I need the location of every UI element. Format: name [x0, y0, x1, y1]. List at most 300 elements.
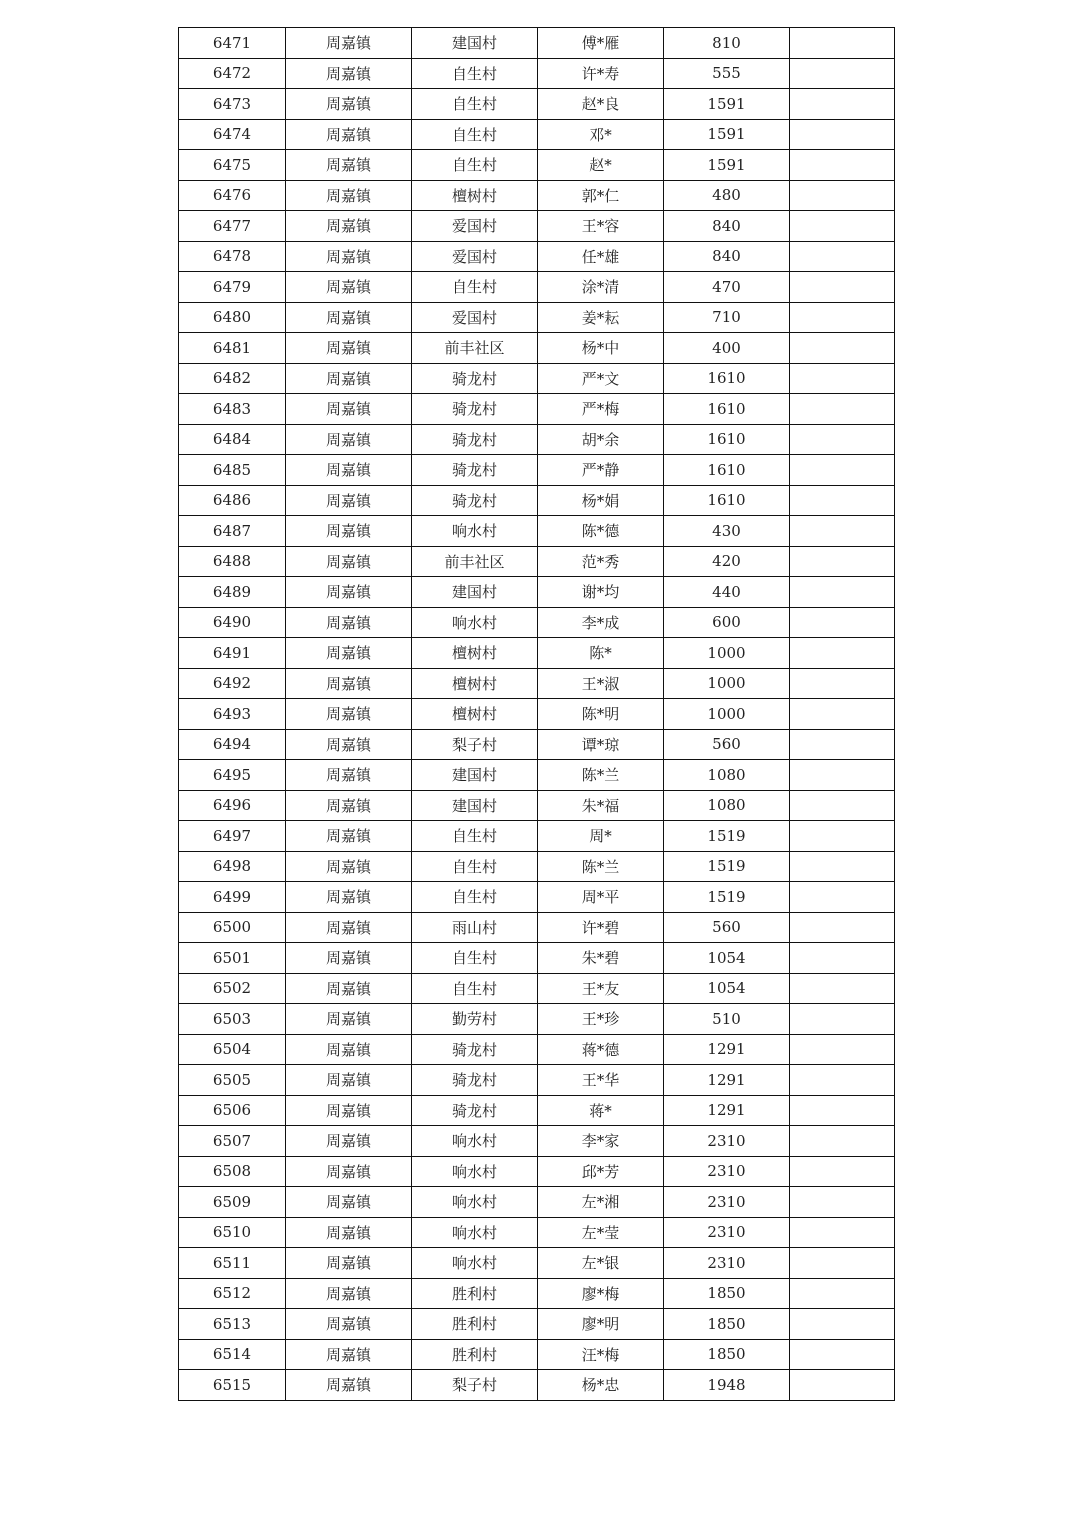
town-cell: 周嘉镇 — [286, 28, 412, 59]
amount-cell: 840 — [664, 241, 790, 272]
town-cell: 周嘉镇 — [286, 58, 412, 89]
name-cell: 王*珍 — [538, 1004, 664, 1035]
serial-number-cell: 6477 — [179, 211, 286, 242]
table-row — [179, 912, 895, 943]
town-cell: 周嘉镇 — [286, 516, 412, 547]
village-cell: 雨山村 — [412, 912, 538, 943]
amount-cell: 2310 — [664, 1217, 790, 1248]
amount-cell: 560 — [664, 912, 790, 943]
amount-cell: 1000 — [664, 699, 790, 730]
village-cell: 爱国村 — [412, 241, 538, 272]
remark-cell — [790, 333, 895, 364]
table-row — [179, 699, 895, 730]
table-row — [179, 150, 895, 181]
table-row — [179, 180, 895, 211]
amount-cell: 560 — [664, 729, 790, 760]
town-cell: 周嘉镇 — [286, 1339, 412, 1370]
amount-cell: 1519 — [664, 882, 790, 913]
serial-number-cell: 6509 — [179, 1187, 286, 1218]
table-row — [179, 1248, 895, 1279]
town-cell: 周嘉镇 — [286, 455, 412, 486]
serial-number-cell: 6497 — [179, 821, 286, 852]
remark-cell — [790, 150, 895, 181]
village-cell: 前丰社区 — [412, 333, 538, 364]
table-row — [179, 363, 895, 394]
remark-cell — [790, 180, 895, 211]
town-cell: 周嘉镇 — [286, 424, 412, 455]
name-cell: 谭*琼 — [538, 729, 664, 760]
village-cell: 自生村 — [412, 119, 538, 150]
village-cell: 前丰社区 — [412, 546, 538, 577]
town-cell: 周嘉镇 — [286, 363, 412, 394]
town-cell: 周嘉镇 — [286, 1370, 412, 1401]
town-cell: 周嘉镇 — [286, 1034, 412, 1065]
table-row — [179, 1004, 895, 1035]
name-cell: 左*银 — [538, 1248, 664, 1279]
town-cell: 周嘉镇 — [286, 577, 412, 608]
serial-number-cell: 6487 — [179, 516, 286, 547]
remark-cell — [790, 1339, 895, 1370]
remark-cell — [790, 1278, 895, 1309]
name-cell: 邓* — [538, 119, 664, 150]
table-row — [179, 1370, 895, 1401]
town-cell: 周嘉镇 — [286, 1004, 412, 1035]
table-row — [179, 119, 895, 150]
village-cell: 自生村 — [412, 882, 538, 913]
name-cell: 严*静 — [538, 455, 664, 486]
village-cell: 建国村 — [412, 577, 538, 608]
remark-cell — [790, 363, 895, 394]
remark-cell — [790, 1065, 895, 1096]
serial-number-cell: 6493 — [179, 699, 286, 730]
amount-cell: 1519 — [664, 851, 790, 882]
table-row — [179, 1156, 895, 1187]
town-cell: 周嘉镇 — [286, 546, 412, 577]
table-body — [179, 28, 895, 1401]
amount-cell: 1291 — [664, 1065, 790, 1096]
town-cell: 周嘉镇 — [286, 150, 412, 181]
amount-cell: 1080 — [664, 790, 790, 821]
town-cell: 周嘉镇 — [286, 119, 412, 150]
remark-cell — [790, 302, 895, 333]
village-cell: 自生村 — [412, 272, 538, 303]
amount-cell: 430 — [664, 516, 790, 547]
serial-number-cell: 6510 — [179, 1217, 286, 1248]
village-cell: 骑龙村 — [412, 1065, 538, 1096]
remark-cell — [790, 1187, 895, 1218]
serial-number-cell: 6476 — [179, 180, 286, 211]
table-row — [179, 1034, 895, 1065]
remark-cell — [790, 272, 895, 303]
village-cell: 骑龙村 — [412, 394, 538, 425]
town-cell: 周嘉镇 — [286, 821, 412, 852]
amount-cell: 2310 — [664, 1126, 790, 1157]
serial-number-cell: 6494 — [179, 729, 286, 760]
name-cell: 陈*兰 — [538, 851, 664, 882]
serial-number-cell: 6511 — [179, 1248, 286, 1279]
name-cell: 杨*娟 — [538, 485, 664, 516]
serial-number-cell: 6479 — [179, 272, 286, 303]
remark-cell — [790, 577, 895, 608]
serial-number-cell: 6491 — [179, 638, 286, 669]
amount-cell: 470 — [664, 272, 790, 303]
serial-number-cell: 6486 — [179, 485, 286, 516]
remark-cell — [790, 1095, 895, 1126]
table-row — [179, 455, 895, 486]
amount-cell: 1591 — [664, 150, 790, 181]
amount-cell: 840 — [664, 211, 790, 242]
town-cell: 周嘉镇 — [286, 180, 412, 211]
village-cell: 自生村 — [412, 58, 538, 89]
table-row — [179, 89, 895, 120]
village-cell: 响水村 — [412, 1126, 538, 1157]
village-cell: 檀树村 — [412, 180, 538, 211]
name-cell: 周* — [538, 821, 664, 852]
amount-cell: 1610 — [664, 424, 790, 455]
serial-number-cell: 6480 — [179, 302, 286, 333]
amount-cell: 2310 — [664, 1156, 790, 1187]
table-row — [179, 821, 895, 852]
town-cell: 周嘉镇 — [286, 1309, 412, 1340]
remark-cell — [790, 1248, 895, 1279]
name-cell: 杨*中 — [538, 333, 664, 364]
town-cell: 周嘉镇 — [286, 1126, 412, 1157]
name-cell: 廖*明 — [538, 1309, 664, 1340]
amount-cell: 1291 — [664, 1034, 790, 1065]
name-cell: 许*寿 — [538, 58, 664, 89]
town-cell: 周嘉镇 — [286, 1187, 412, 1218]
remark-cell — [790, 729, 895, 760]
town-cell: 周嘉镇 — [286, 851, 412, 882]
remark-cell — [790, 28, 895, 59]
remark-cell — [790, 241, 895, 272]
remark-cell — [790, 485, 895, 516]
table-row — [179, 1126, 895, 1157]
serial-number-cell: 6512 — [179, 1278, 286, 1309]
amount-cell: 1519 — [664, 821, 790, 852]
name-cell: 严*梅 — [538, 394, 664, 425]
serial-number-cell: 6508 — [179, 1156, 286, 1187]
amount-cell: 1080 — [664, 760, 790, 791]
amount-cell: 1850 — [664, 1309, 790, 1340]
town-cell: 周嘉镇 — [286, 241, 412, 272]
table-row — [179, 1217, 895, 1248]
town-cell: 周嘉镇 — [286, 302, 412, 333]
amount-cell: 1000 — [664, 638, 790, 669]
town-cell: 周嘉镇 — [286, 1095, 412, 1126]
remark-cell — [790, 790, 895, 821]
serial-number-cell: 6496 — [179, 790, 286, 821]
town-cell: 周嘉镇 — [286, 89, 412, 120]
village-cell: 爱国村 — [412, 211, 538, 242]
amount-cell: 1291 — [664, 1095, 790, 1126]
table-row — [179, 882, 895, 913]
name-cell: 许*碧 — [538, 912, 664, 943]
name-cell: 王*淑 — [538, 668, 664, 699]
name-cell: 周*平 — [538, 882, 664, 913]
remark-cell — [790, 851, 895, 882]
amount-cell: 1591 — [664, 119, 790, 150]
table-row — [179, 211, 895, 242]
remark-cell — [790, 211, 895, 242]
village-cell: 自生村 — [412, 973, 538, 1004]
amount-cell: 1850 — [664, 1339, 790, 1370]
table-row — [179, 1095, 895, 1126]
amount-cell: 1610 — [664, 485, 790, 516]
remark-cell — [790, 668, 895, 699]
remark-cell — [790, 638, 895, 669]
serial-number-cell: 6513 — [179, 1309, 286, 1340]
remark-cell — [790, 1217, 895, 1248]
serial-number-cell: 6507 — [179, 1126, 286, 1157]
remark-cell — [790, 882, 895, 913]
table-row — [179, 1065, 895, 1096]
remark-cell — [790, 546, 895, 577]
table-row — [179, 28, 895, 59]
amount-cell: 400 — [664, 333, 790, 364]
table-row — [179, 1339, 895, 1370]
remark-cell — [790, 424, 895, 455]
village-cell: 自生村 — [412, 89, 538, 120]
village-cell: 爱国村 — [412, 302, 538, 333]
village-cell: 檀树村 — [412, 699, 538, 730]
town-cell: 周嘉镇 — [286, 638, 412, 669]
serial-number-cell: 6483 — [179, 394, 286, 425]
name-cell: 王*容 — [538, 211, 664, 242]
town-cell: 周嘉镇 — [286, 1217, 412, 1248]
serial-number-cell: 6502 — [179, 973, 286, 1004]
name-cell: 左*莹 — [538, 1217, 664, 1248]
serial-number-cell: 6474 — [179, 119, 286, 150]
amount-cell: 2310 — [664, 1187, 790, 1218]
village-cell: 胜利村 — [412, 1309, 538, 1340]
table-row — [179, 546, 895, 577]
name-cell: 陈* — [538, 638, 664, 669]
table-row — [179, 668, 895, 699]
serial-number-cell: 6514 — [179, 1339, 286, 1370]
village-cell: 檀树村 — [412, 668, 538, 699]
village-cell: 胜利村 — [412, 1339, 538, 1370]
table-row — [179, 760, 895, 791]
table-row — [179, 1309, 895, 1340]
remark-cell — [790, 760, 895, 791]
name-cell: 邱*芳 — [538, 1156, 664, 1187]
village-cell: 自生村 — [412, 150, 538, 181]
table-row — [179, 943, 895, 974]
serial-number-cell: 6495 — [179, 760, 286, 791]
serial-number-cell: 6503 — [179, 1004, 286, 1035]
table-row — [179, 607, 895, 638]
serial-number-cell: 6490 — [179, 607, 286, 638]
remark-cell — [790, 58, 895, 89]
remark-cell — [790, 516, 895, 547]
name-cell: 王*友 — [538, 973, 664, 1004]
name-cell: 胡*余 — [538, 424, 664, 455]
village-cell: 檀树村 — [412, 638, 538, 669]
table-row — [179, 790, 895, 821]
remark-cell — [790, 699, 895, 730]
serial-number-cell: 6498 — [179, 851, 286, 882]
village-cell: 骑龙村 — [412, 1034, 538, 1065]
name-cell: 杨*忠 — [538, 1370, 664, 1401]
remark-cell — [790, 1309, 895, 1340]
name-cell: 朱*碧 — [538, 943, 664, 974]
amount-cell: 480 — [664, 180, 790, 211]
town-cell: 周嘉镇 — [286, 1156, 412, 1187]
name-cell: 王*华 — [538, 1065, 664, 1096]
serial-number-cell: 6501 — [179, 943, 286, 974]
serial-number-cell: 6478 — [179, 241, 286, 272]
village-cell: 响水村 — [412, 1156, 538, 1187]
table-row — [179, 241, 895, 272]
name-cell: 赵* — [538, 150, 664, 181]
table-row — [179, 729, 895, 760]
amount-cell: 600 — [664, 607, 790, 638]
village-cell: 自生村 — [412, 821, 538, 852]
table-row — [179, 1278, 895, 1309]
town-cell: 周嘉镇 — [286, 668, 412, 699]
town-cell: 周嘉镇 — [286, 790, 412, 821]
amount-cell: 1591 — [664, 89, 790, 120]
table-row — [179, 58, 895, 89]
remark-cell — [790, 943, 895, 974]
subsidy-table — [178, 27, 895, 1401]
village-cell: 骑龙村 — [412, 455, 538, 486]
serial-number-cell: 6473 — [179, 89, 286, 120]
village-cell: 骑龙村 — [412, 485, 538, 516]
name-cell: 范*秀 — [538, 546, 664, 577]
table-row — [179, 1187, 895, 1218]
town-cell: 周嘉镇 — [286, 272, 412, 303]
town-cell: 周嘉镇 — [286, 1278, 412, 1309]
serial-number-cell: 6505 — [179, 1065, 286, 1096]
table-row — [179, 424, 895, 455]
remark-cell — [790, 1004, 895, 1035]
serial-number-cell: 6492 — [179, 668, 286, 699]
village-cell: 响水村 — [412, 607, 538, 638]
amount-cell: 440 — [664, 577, 790, 608]
village-cell: 响水村 — [412, 1217, 538, 1248]
table-row — [179, 302, 895, 333]
village-cell: 响水村 — [412, 1187, 538, 1218]
name-cell: 廖*梅 — [538, 1278, 664, 1309]
village-cell: 建国村 — [412, 28, 538, 59]
serial-number-cell: 6488 — [179, 546, 286, 577]
name-cell: 蒋*德 — [538, 1034, 664, 1065]
serial-number-cell: 6499 — [179, 882, 286, 913]
serial-number-cell: 6489 — [179, 577, 286, 608]
town-cell: 周嘉镇 — [286, 607, 412, 638]
amount-cell: 1610 — [664, 394, 790, 425]
serial-number-cell: 6475 — [179, 150, 286, 181]
amount-cell: 510 — [664, 1004, 790, 1035]
table-row — [179, 272, 895, 303]
serial-number-cell: 6472 — [179, 58, 286, 89]
name-cell: 李*家 — [538, 1126, 664, 1157]
serial-number-cell: 6484 — [179, 424, 286, 455]
town-cell: 周嘉镇 — [286, 760, 412, 791]
name-cell: 傅*雁 — [538, 28, 664, 59]
village-cell: 骑龙村 — [412, 1095, 538, 1126]
name-cell: 陈*兰 — [538, 760, 664, 791]
table-row — [179, 516, 895, 547]
amount-cell: 710 — [664, 302, 790, 333]
remark-cell — [790, 1156, 895, 1187]
remark-cell — [790, 1034, 895, 1065]
town-cell: 周嘉镇 — [286, 485, 412, 516]
remark-cell — [790, 1126, 895, 1157]
name-cell: 严*文 — [538, 363, 664, 394]
serial-number-cell: 6482 — [179, 363, 286, 394]
remark-cell — [790, 1370, 895, 1401]
remark-cell — [790, 973, 895, 1004]
name-cell: 陈*明 — [538, 699, 664, 730]
village-cell: 建国村 — [412, 790, 538, 821]
amount-cell: 1610 — [664, 455, 790, 486]
name-cell: 谢*均 — [538, 577, 664, 608]
village-cell: 建国村 — [412, 760, 538, 791]
amount-cell: 555 — [664, 58, 790, 89]
town-cell: 周嘉镇 — [286, 912, 412, 943]
table-row — [179, 577, 895, 608]
name-cell: 蒋* — [538, 1095, 664, 1126]
town-cell: 周嘉镇 — [286, 882, 412, 913]
name-cell: 汪*梅 — [538, 1339, 664, 1370]
remark-cell — [790, 119, 895, 150]
remark-cell — [790, 394, 895, 425]
remark-cell — [790, 912, 895, 943]
village-cell: 梨子村 — [412, 729, 538, 760]
town-cell: 周嘉镇 — [286, 943, 412, 974]
amount-cell: 1054 — [664, 943, 790, 974]
remark-cell — [790, 455, 895, 486]
name-cell: 朱*福 — [538, 790, 664, 821]
name-cell: 左*湘 — [538, 1187, 664, 1218]
village-cell: 骑龙村 — [412, 363, 538, 394]
name-cell: 赵*良 — [538, 89, 664, 120]
town-cell: 周嘉镇 — [286, 973, 412, 1004]
serial-number-cell: 6515 — [179, 1370, 286, 1401]
amount-cell: 810 — [664, 28, 790, 59]
serial-number-cell: 6506 — [179, 1095, 286, 1126]
town-cell: 周嘉镇 — [286, 1065, 412, 1096]
serial-number-cell: 6485 — [179, 455, 286, 486]
village-cell: 响水村 — [412, 1248, 538, 1279]
amount-cell: 2310 — [664, 1248, 790, 1279]
amount-cell: 1610 — [664, 363, 790, 394]
serial-number-cell: 6481 — [179, 333, 286, 364]
name-cell: 李*成 — [538, 607, 664, 638]
serial-number-cell: 6504 — [179, 1034, 286, 1065]
amount-cell: 1000 — [664, 668, 790, 699]
town-cell: 周嘉镇 — [286, 333, 412, 364]
amount-cell: 1948 — [664, 1370, 790, 1401]
name-cell: 任*雄 — [538, 241, 664, 272]
serial-number-cell: 6500 — [179, 912, 286, 943]
remark-cell — [790, 89, 895, 120]
amount-cell: 1054 — [664, 973, 790, 1004]
table-row — [179, 638, 895, 669]
village-cell: 响水村 — [412, 516, 538, 547]
name-cell: 涂*清 — [538, 272, 664, 303]
village-cell: 勤劳村 — [412, 1004, 538, 1035]
town-cell: 周嘉镇 — [286, 394, 412, 425]
amount-cell: 1850 — [664, 1278, 790, 1309]
village-cell: 胜利村 — [412, 1278, 538, 1309]
village-cell: 骑龙村 — [412, 424, 538, 455]
amount-cell: 420 — [664, 546, 790, 577]
remark-cell — [790, 821, 895, 852]
